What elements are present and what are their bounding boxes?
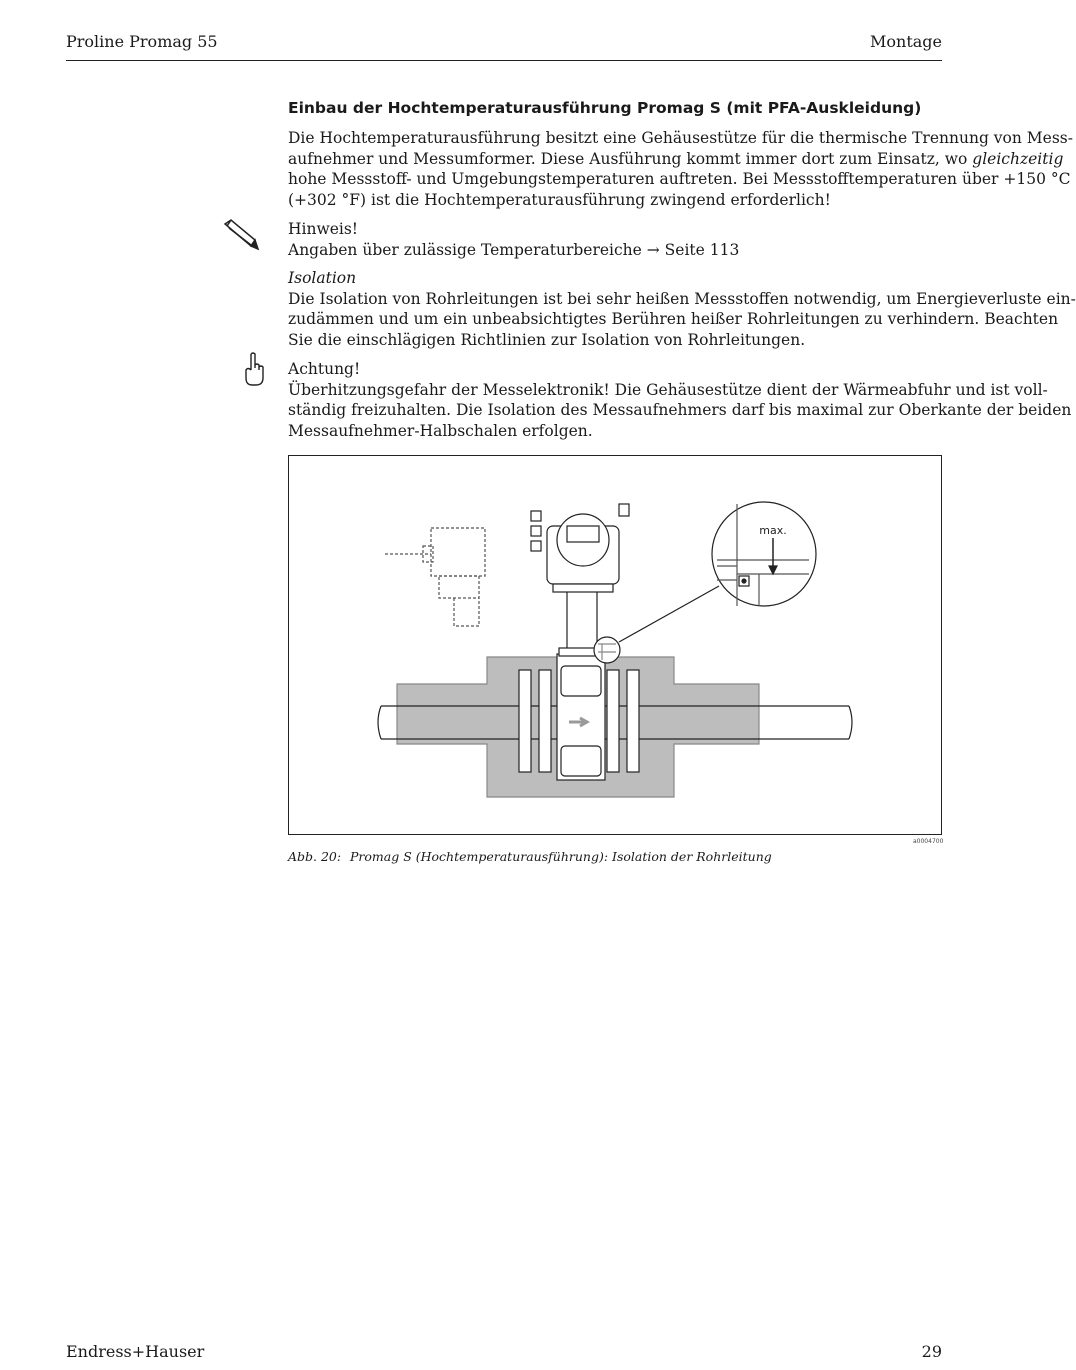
- housing-support: [567, 591, 597, 653]
- intro-paragraph: [288, 128, 1073, 210]
- warning-label: Achtung!: [288, 360, 361, 378]
- header-chapter: Montage: [870, 32, 942, 51]
- isolation-block: [288, 268, 1076, 350]
- warning-line-3: Messaufnehmer-Halbschalen erfolgen.: [288, 421, 593, 440]
- flowmeter-insulation-drawing: [289, 456, 941, 834]
- isolation-heading: Isolation: [288, 269, 357, 287]
- intro-emphasis: gleichzeitig: [972, 149, 1064, 168]
- intro-line-4: (+302 °F) ist die Hochtemperaturausführung zwingend erforderlich!: [288, 190, 831, 209]
- note-block: [288, 219, 940, 260]
- intro-line-1: Die Hochtemperaturausführung besitzt eine Gehäusestütze für die thermische Trennung von Mess-: [288, 129, 1073, 147]
- footer-page-number: 29: [921, 1342, 942, 1361]
- isolation-line-1: Die Isolation von Rohrleitungen ist bei sehr heißen Messstoffen notwendig, um Energieverluste ein-: [288, 289, 1076, 308]
- intro-line-3: hohe Messstoff- und Umgebungstemperaturen auftreten. Bei Messstofftemperaturen über +150 °C: [288, 170, 1071, 188]
- header-rule: [66, 60, 942, 61]
- note-label: Hinweis!: [288, 220, 359, 238]
- figure-caption: [288, 849, 772, 864]
- warning-block: [288, 359, 1072, 441]
- pointing-hand-icon: [243, 352, 265, 392]
- note-text: Angaben über zulässige Temperaturbereiche → Seite 113: [288, 240, 740, 259]
- footer-brand: Endress+Hauser: [66, 1342, 205, 1361]
- caption-number: Abb. 20:: [288, 849, 342, 864]
- isolation-line-3: Sie die einschlägigen Richtlinien zur Isolation von Rohrleitungen.: [288, 330, 806, 349]
- caption-text: Promag S (Hochtemperaturausführung): Isolation der Rohrleitung: [350, 849, 772, 864]
- warning-line-2: ständig freizuhalten. Die Isolation des Messaufnehmers darf bis maximal zur Oberkante der beiden: [288, 401, 1072, 419]
- left-flange: [519, 670, 531, 772]
- pencil-icon: [221, 218, 261, 258]
- header-product-name: Proline Promag 55: [66, 32, 218, 51]
- right-flange: [627, 670, 639, 772]
- detail-circle: [712, 502, 816, 606]
- detail-max-label: max.: [759, 524, 787, 537]
- warning-line-1: Überhitzungsgefahr der Messelektronik! Die Gehäusestütze dient der Wärmeabfuhr und ist voll-: [288, 380, 1048, 399]
- figure-id: a0004700: [913, 838, 944, 845]
- intro-line-2: aufnehmer und Messumformer. Diese Ausführung kommt immer dort zum Einsatz, wo gleichzeitig: [288, 149, 1064, 168]
- figure-frame: [288, 455, 942, 835]
- section-title: Einbau der Hochtemperaturausführung Promag S (mit PFA-Auskleidung): [288, 99, 922, 117]
- isolation-line-2: zudämmen und um ein unbeabsichtigtes Berühren heißer Rohrleitungen zu verhindern. Beachten: [288, 310, 1059, 328]
